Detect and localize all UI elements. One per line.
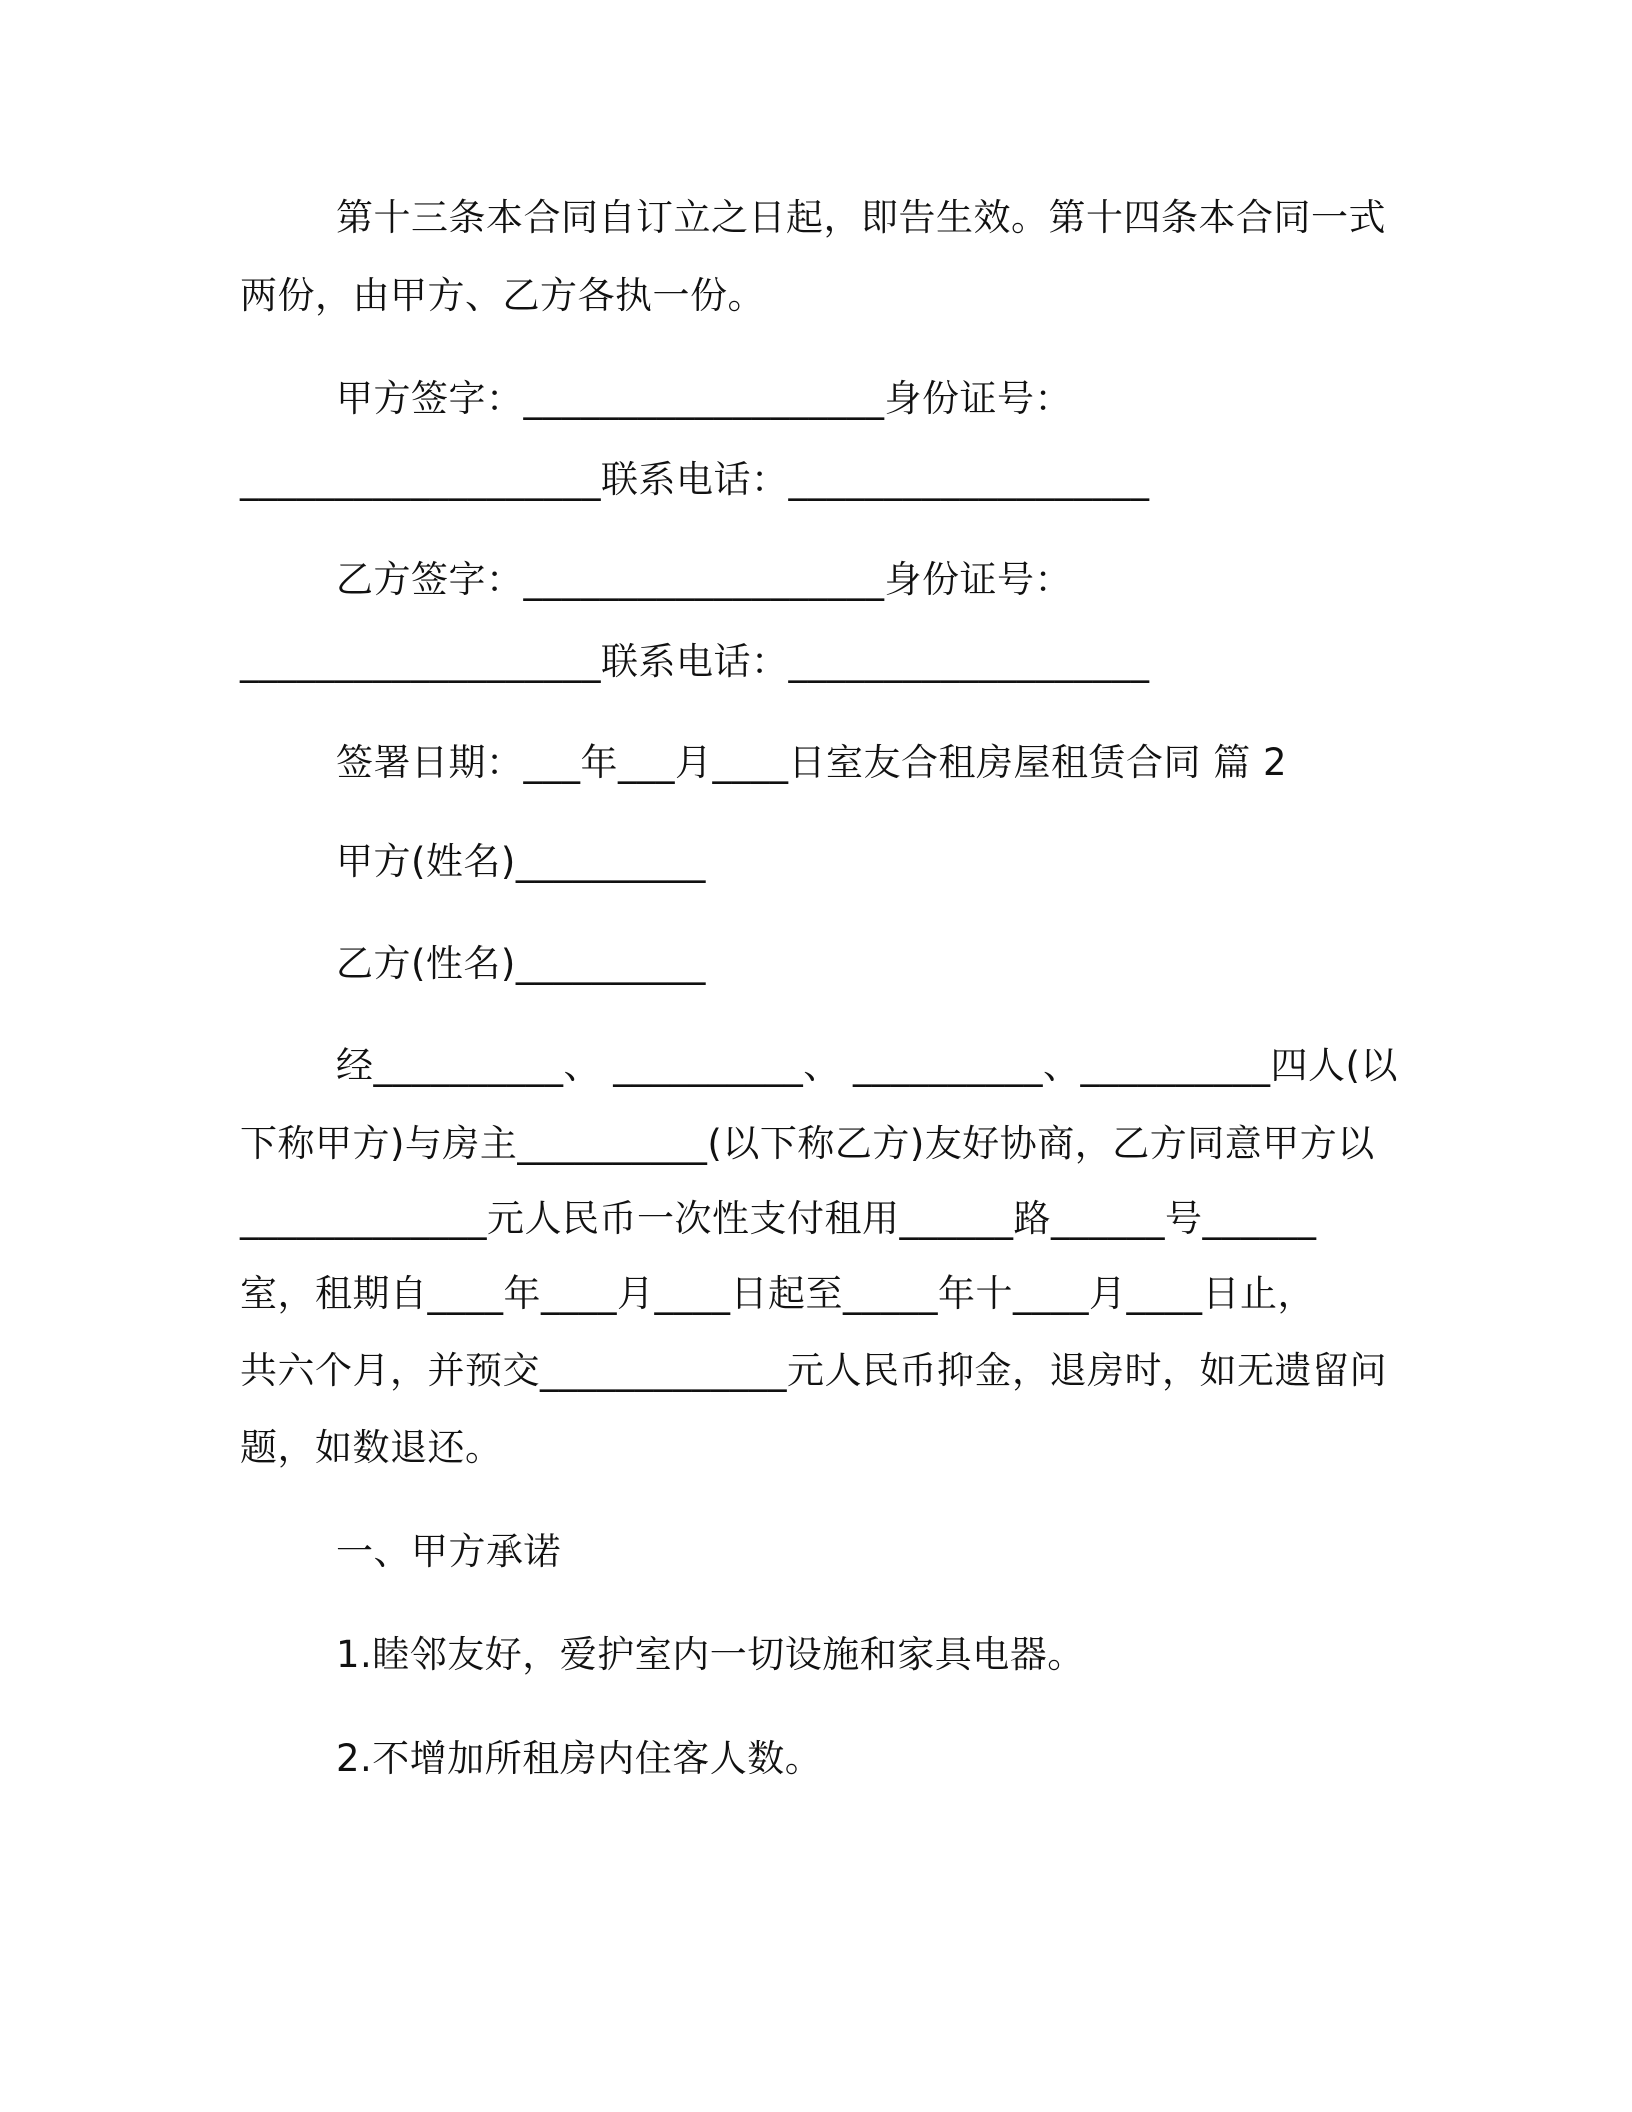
signature-line: ___________________联系电话：___________________: [240, 458, 1150, 501]
party-b-name-line: 乙方(性名)__________: [336, 942, 706, 985]
paragraph-line: 室，租期自____年____月____日起至_____年十____月____日止，: [240, 1272, 1315, 1315]
section-heading: 一、甲方承诺: [336, 1530, 561, 1573]
signature-line: 乙方签字：___________________身份证号：: [336, 558, 1072, 601]
paragraph-line: _____________元人民币一次性支付租用______路______号______: [240, 1197, 1317, 1240]
list-item: 1.睦邻友好，爱护室内一切设施和家具电器。: [336, 1633, 1085, 1676]
date-line: 签署日期：___年___月____日室友合租房屋租赁合同 篇 2: [336, 741, 1288, 784]
list-item: 2.不增加所租房内住客人数。: [336, 1737, 823, 1780]
signature-line: 甲方签字：___________________身份证号：: [336, 377, 1072, 420]
paragraph-line: 经__________、 __________、 __________、__________四人(以: [336, 1044, 1398, 1087]
party-a-name-line: 甲方(姓名)__________: [336, 840, 706, 883]
paragraph-line: 第十三条本合同自订立之日起，即告生效。第十四条本合同一式: [336, 196, 1386, 239]
paragraph-line: 共六个月，并预交_____________元人民币抑金，退房时，如无遗留问: [240, 1349, 1387, 1392]
paragraph-line: 下称甲方)与房主__________(以下称乙方)友好协商，乙方同意甲方以: [240, 1122, 1375, 1165]
signature-line: ___________________联系电话：___________________: [240, 640, 1150, 683]
paragraph-line: 题，如数退还。: [240, 1426, 503, 1469]
paragraph-line: 两份，由甲方、乙方各执一份。: [240, 274, 765, 317]
